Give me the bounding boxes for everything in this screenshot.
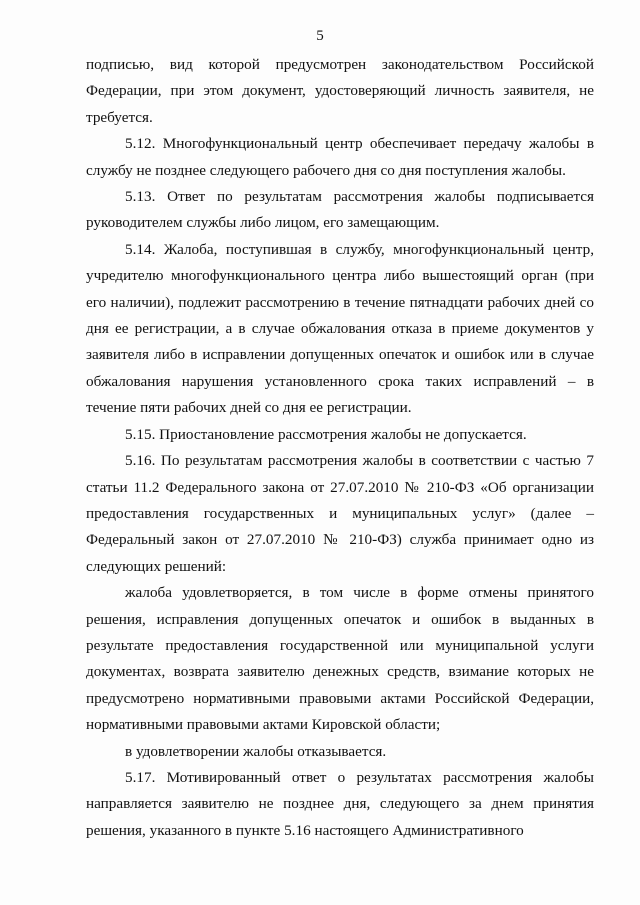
paragraph-decision-refused: в удовлетворении жалобы отказывается. <box>125 742 387 760</box>
paragraph-5-12: 5.12. Многофункциональный центр обеспечивает передачу жалобы в службу не позднее следующего рабочего дня со дня поступления жалобы. <box>86 135 594 179</box>
paragraph-5-16: 5.16. По результатам рассмотрения жалобы в соответствии с частью 7 статьи 11.2 Федерального закона от 27.07.2010 № 210-ФЗ «Об организации предоставления государственных и муниципальных услуг» (далее – Федеральный закон от 27.07.2010 № 210-ФЗ) служба принимает одно из следующих решений: <box>86 452 594 575</box>
paragraph-5-13: 5.13. Ответ по результатам рассмотрения жалобы подписывается руководителем службы либо лицом, его замещающим. <box>86 188 594 232</box>
document-body <box>86 52 594 844</box>
paragraph-5-17: 5.17. Мотивированный ответ о результатах рассмотрения жалобы направляется заявителю не позднее дня, следующего за днем принятия решения, указанного в пункте 5.16 настоящего Административного <box>86 768 594 839</box>
paragraph-continuation: подписью, вид которой предусмотрен законодательством Российской Федерации, при этом документ, удостоверяющий личность заявителя, не требуется. <box>86 56 594 126</box>
paragraph-5-14: 5.14. Жалоба, поступившая в службу, многофункциональный центр, учредителю многофункционального центра либо вышестоящий орган (при его наличии), подлежит рассмотрению в течение пятнадцати рабочих дней со дня ее регистрации, а в случае обжалования отказа в приеме документов у заявителя либо в исправлении допущенных опечаток и ошибок или в случае обжалования нарушения установленного срока таких исправлений – в течение пяти рабочих дней со дня ее регистрации. <box>86 240 594 417</box>
page-number: 5 <box>316 28 324 44</box>
paragraph-5-15: 5.15. Приостановление рассмотрения жалобы не допускается. <box>125 425 527 443</box>
paragraph-decision-satisfied: жалоба удовлетворяется, в том числе в форме отмены принятого решения, исправления допущенных опечаток и ошибок в выданных в результате предоставления государственной или муниципальной услуги документах, возврата заявителю денежных средств, взимание которых не предусмотрено нормативными правовыми актами Российской Федерации, нормативными правовыми актами Кировской области; <box>86 584 594 734</box>
